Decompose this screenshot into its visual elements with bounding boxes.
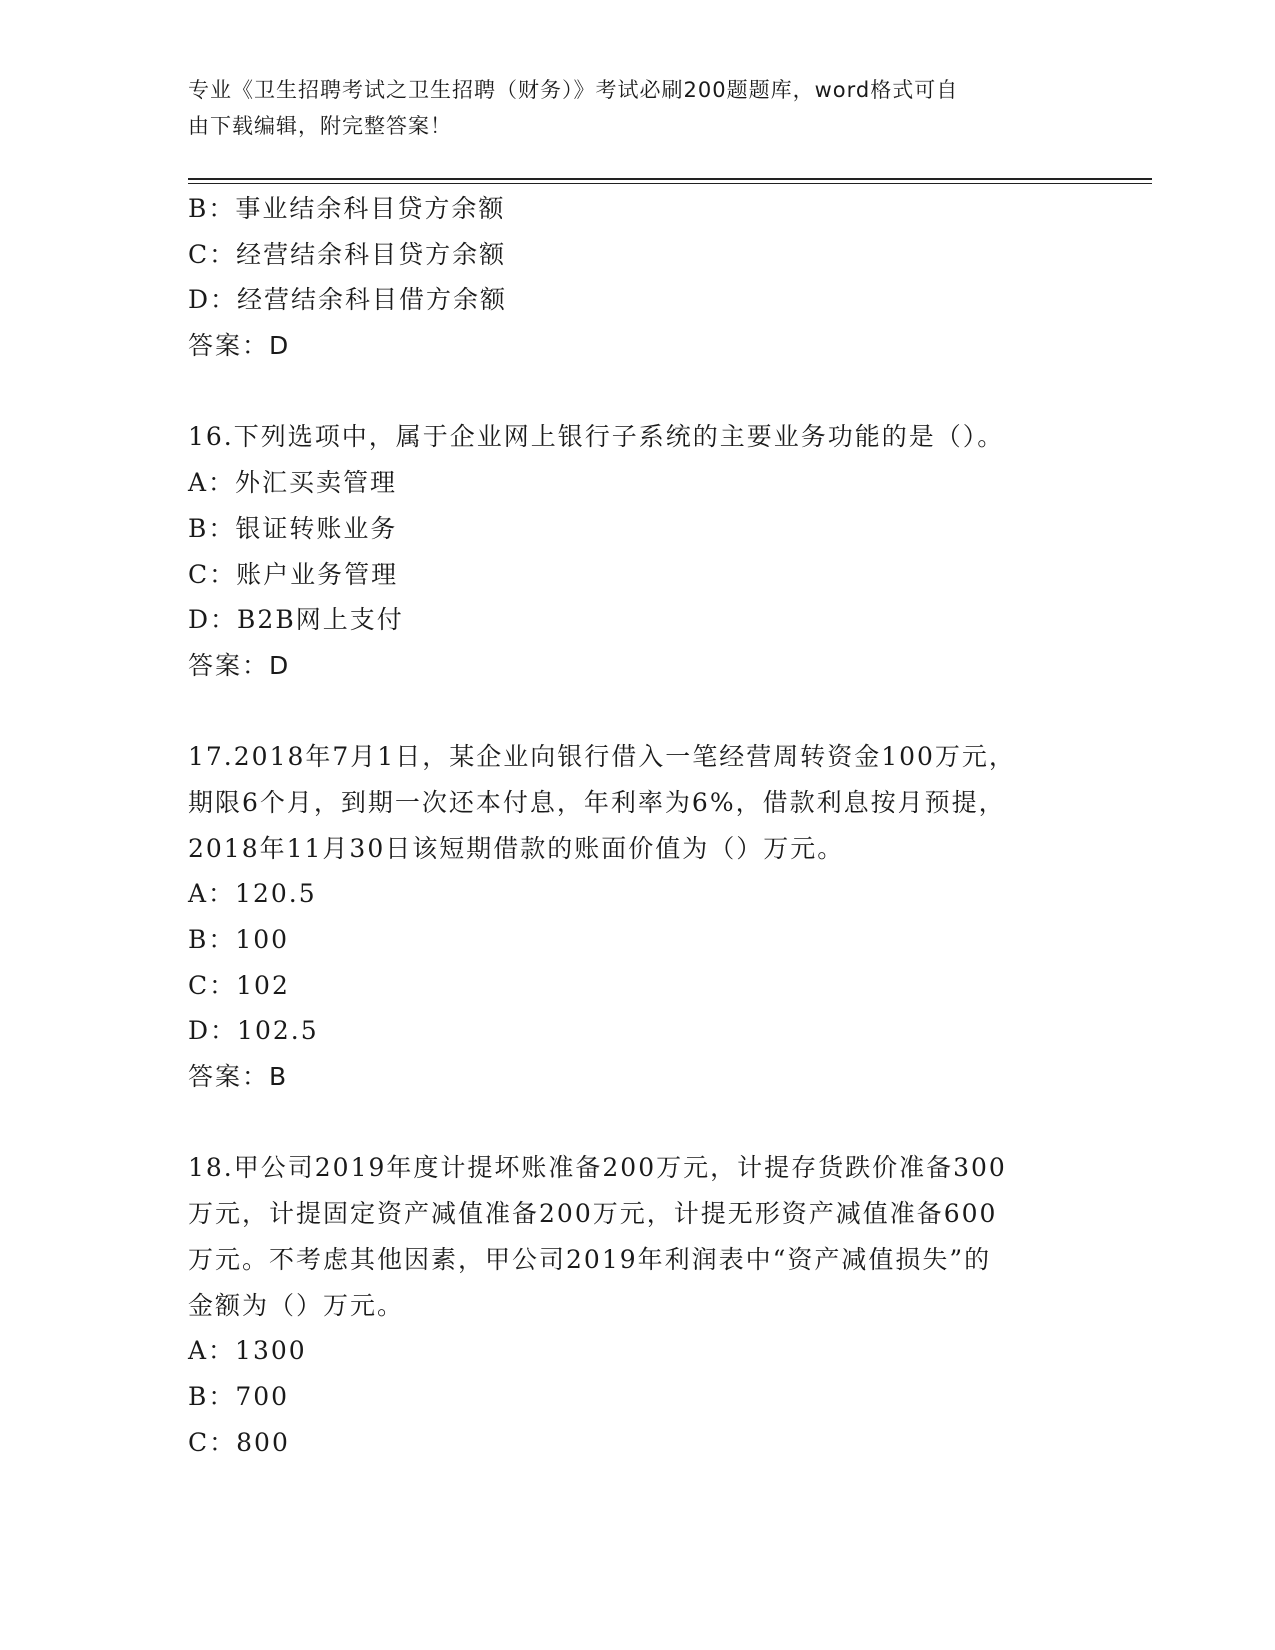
spacer (188, 369, 1088, 415)
option-d: D：经营结余科目借方余额 (188, 285, 508, 315)
option-a: A：120.5 (188, 879, 317, 909)
question-stem-line-4: 金额为（）万元。 (188, 1290, 405, 1320)
option-b: B：银证转账业务 (188, 513, 398, 543)
question-stem-line-1: 18.甲公司2019年度计提坏账准备200万元，计提存货跌价准备300 (188, 1153, 1007, 1183)
answer: 答案：D (188, 331, 291, 361)
header-rule-thick (188, 178, 1152, 180)
spacer (188, 1100, 1088, 1146)
header-rule-thin (188, 183, 1152, 184)
question-stem-line-3: 万元。不考虑其他因素，甲公司2019年利润表中“资产减值损失”的 (188, 1244, 992, 1274)
answer: 答案：B (188, 1062, 289, 1092)
header-line-1: 专业《卫生招聘考试之卫生招聘（财务）》考试必刷200题题库，word格式可自 (188, 78, 959, 102)
option-d: D：102.5 (188, 1016, 319, 1046)
question-stem-line-2: 万元，计提固定资产减值准备200万元，计提无形资产减值准备600 (188, 1199, 998, 1229)
question-stem-line-3: 2018年11月30日该短期借款的账面价值为（）万元。 (188, 833, 845, 863)
question-18 (188, 1145, 1088, 1465)
spacer (188, 689, 1088, 735)
header-line-2: 由下载编辑，附完整答案！ (188, 114, 452, 138)
question-16 (188, 414, 1088, 688)
option-a: A：1300 (188, 1336, 307, 1366)
option-d: D：B2B网上支付 (188, 605, 404, 635)
option-b: B：事业结余科目贷方余额 (188, 194, 506, 223)
question-17 (188, 734, 1088, 1100)
answer: 答案：D (188, 650, 291, 680)
question-stem-line-1: 17.2018年7月1日，某企业向银行借入一笔经营周转资金100万元， (188, 742, 1016, 772)
option-b: B：100 (188, 925, 290, 954)
question-stem: 16.下列选项中，属于企业网上银行子系统的主要业务功能的是（）。 (188, 422, 1005, 452)
document-header (188, 72, 1068, 144)
option-c: C：账户业务管理 (188, 559, 399, 589)
option-a: A：外汇买卖管理 (188, 468, 398, 498)
question-list (188, 186, 1088, 1465)
option-b: B：700 (188, 1381, 290, 1411)
question-15 (188, 186, 1088, 369)
option-c: C：102 (188, 970, 290, 1000)
question-stem-line-2: 期限6个月，到期一次还本付息，年利率为6%，借款利息按月预提， (188, 787, 1006, 817)
option-c: C：经营结余科目贷方余额 (188, 239, 507, 269)
option-c: C：800 (188, 1427, 290, 1457)
